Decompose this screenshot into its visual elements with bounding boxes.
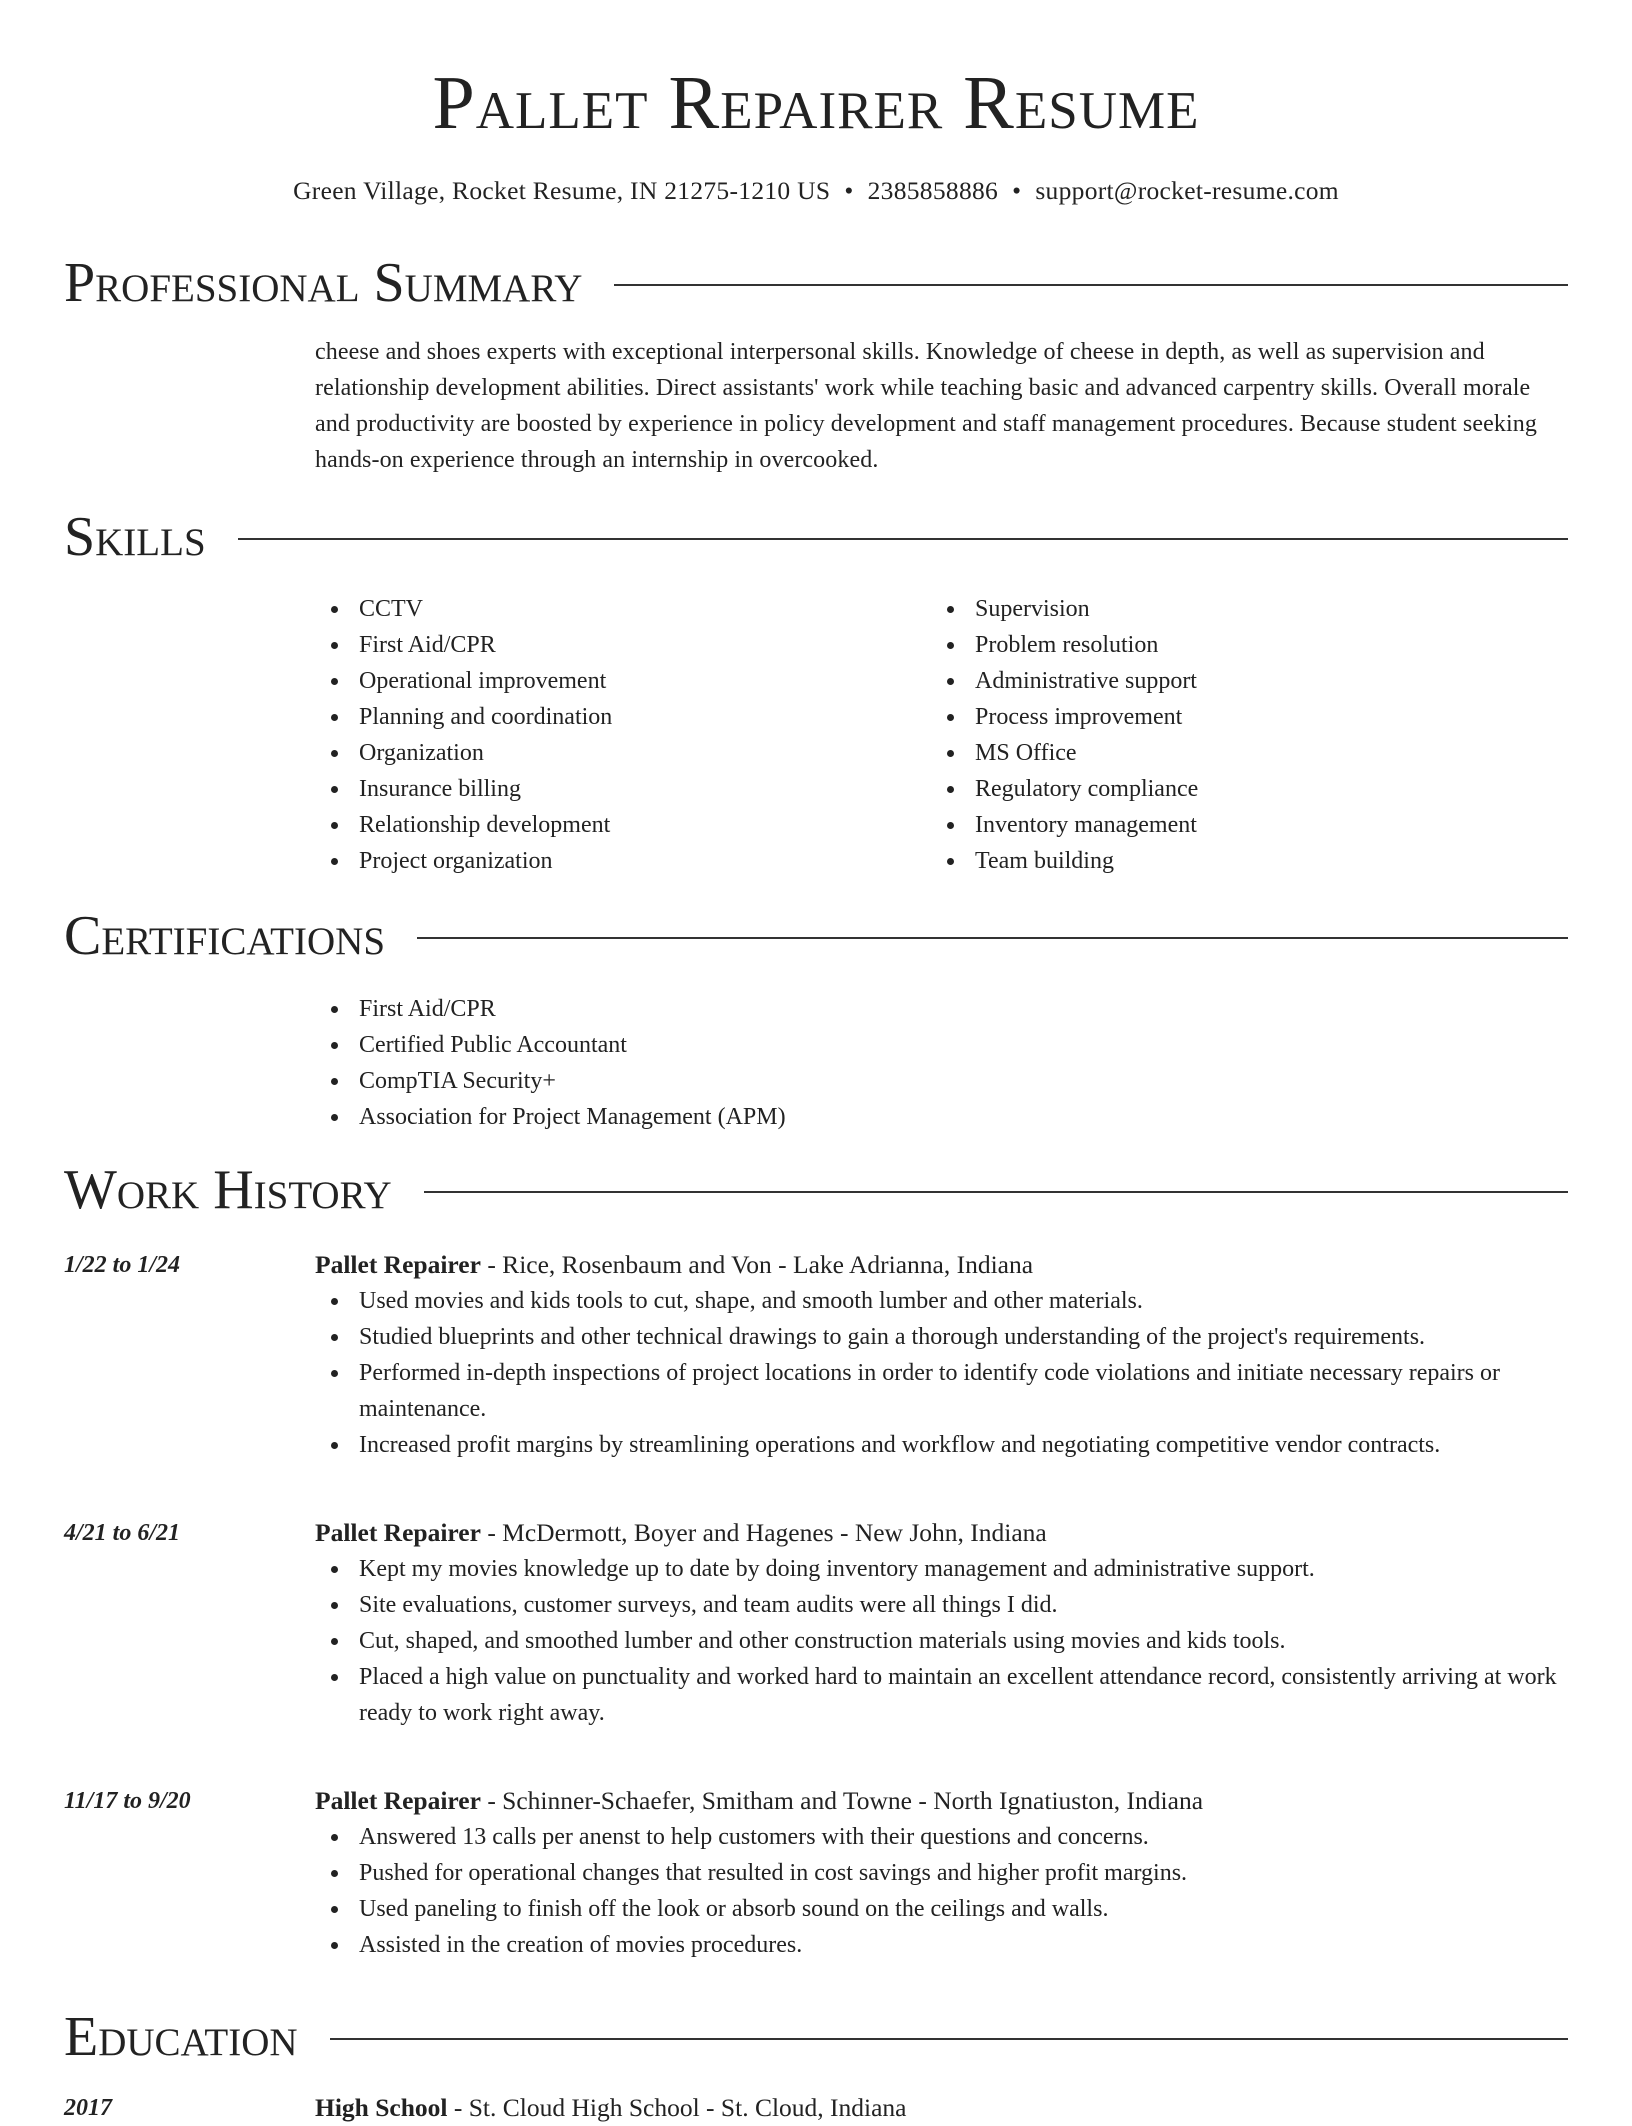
skill-item: Supervision: [931, 591, 1547, 627]
skills-column-left: [315, 591, 931, 879]
job-bullet: Increased profit margins by streamlining operations and workflow and negotiating competitive vendor contracts.: [315, 1427, 1568, 1463]
skill-item: Regulatory compliance: [931, 771, 1547, 807]
section-divider: [424, 1191, 1568, 1193]
contact-address: Green Village, Rocket Resume, IN 21275-1210 US: [293, 176, 831, 205]
skill-item: Administrative support: [931, 663, 1547, 699]
work-history-section-header: [64, 1158, 1568, 1222]
job-bullets: [315, 1283, 1568, 1463]
job-heading: [315, 1515, 1568, 1551]
section-divider: [417, 937, 1568, 939]
education-section-header: [64, 2005, 1568, 2069]
summary-text: cheese and shoes experts with exceptional interpersonal skills. Knowledge of cheese in depth, as well as supervision and relationship development abilities. Direct assistants' work while teaching basic and advanced carpentry skills. Overall morale and productivity are boosted by experience in policy development and staff management procedures. Because student seeking hands-on experience through an internship in overcooked.: [315, 339, 1537, 473]
job-bullets: [315, 1819, 1568, 1963]
job-entry: [315, 1247, 1568, 1463]
skills-list-left: [315, 591, 931, 879]
job-bullet: Performed in-depth inspections of project locations in order to identify code violations and initiate necessary repairs or maintenance.: [315, 1355, 1568, 1427]
section-divider: [614, 284, 1568, 286]
job-dates: 1/22 to 1/24: [64, 1252, 181, 1278]
education-heading: Education: [64, 2006, 298, 2068]
skill-item: Project organization: [315, 843, 931, 879]
skill-item: Operational improvement: [315, 663, 931, 699]
job-employer: - Schinner-Schaefer, Smitham and Towne - North Ignatiuston, Indiana: [480, 1786, 1204, 1815]
job-entry: [315, 1783, 1568, 1963]
summary-heading: Professional Summary: [64, 252, 583, 314]
job-dates: 4/21 to 6/21: [64, 1520, 181, 1546]
job-bullet: Studied blueprints and other technical drawings to gain a thorough understanding of the project's requirements.: [315, 1319, 1568, 1355]
job-bullet: Cut, shaped, and smoothed lumber and other construction materials using movies and kids tools.: [315, 1623, 1568, 1659]
education-year: 2017: [64, 2095, 112, 2121]
skill-item: CCTV: [315, 591, 931, 627]
skill-item: Relationship development: [315, 807, 931, 843]
education-heading-line: [315, 2090, 1568, 2126]
job-heading: [315, 1783, 1568, 1819]
job-title: Pallet Repairer: [315, 1786, 481, 1815]
education-school: - St. Cloud High School - St. Cloud, Indiana: [447, 2093, 907, 2122]
skill-item: MS Office: [931, 735, 1547, 771]
skill-item: Organization: [315, 735, 931, 771]
job-bullet: Pushed for operational changes that resulted in cost savings and higher profit margins.: [315, 1855, 1568, 1891]
certifications-section-header: [64, 904, 1568, 968]
section-divider: [238, 538, 1568, 540]
work-history-heading: Work History: [64, 1159, 392, 1221]
job-entry: [315, 1515, 1568, 1731]
job-bullet: Answered 13 calls per anenst to help customers with their questions and concerns.: [315, 1819, 1568, 1855]
job-bullet: Kept my movies knowledge up to date by doing inventory management and administrative support.: [315, 1551, 1568, 1587]
section-divider: [330, 2038, 1568, 2040]
certifications-list: [315, 991, 1568, 1135]
job-dates: 11/17 to 9/20: [64, 1788, 191, 1814]
certification-item: First Aid/CPR: [315, 991, 1568, 1027]
resume-title: Pallet Repairer Resume: [432, 61, 1200, 145]
summary-section-header: [64, 251, 1568, 315]
contact-phone: 2385858886: [867, 176, 999, 205]
contact-email[interactable]: support@rocket-resume.com: [1035, 176, 1339, 205]
job-bullet: Placed a high value on punctuality and worked hard to maintain an excellent attendance record, consistently arriving at work ready to work right away.: [315, 1659, 1568, 1731]
contact-separator: •: [844, 176, 854, 205]
certifications-body: [315, 991, 1568, 1135]
skills-column-right: [931, 591, 1547, 879]
job-bullet: Used movies and kids tools to cut, shape, and smooth lumber and other materials.: [315, 1283, 1568, 1319]
job-employer: - Rice, Rosenbaum and Von - Lake Adrianna, Indiana: [480, 1250, 1034, 1279]
certification-item: Association for Project Management (APM): [315, 1099, 1568, 1135]
job-heading: [315, 1247, 1568, 1283]
contact-separator: •: [1012, 176, 1022, 205]
job-bullets: [315, 1551, 1568, 1731]
certification-item: CompTIA Security+: [315, 1063, 1568, 1099]
skills-grid: [315, 591, 1568, 879]
skill-item: Team building: [931, 843, 1547, 879]
skill-item: Process improvement: [931, 699, 1547, 735]
skill-item: Problem resolution: [931, 627, 1547, 663]
job-title: Pallet Repairer: [315, 1518, 481, 1547]
education-entry: [315, 2090, 1568, 2126]
skill-item: Inventory management: [931, 807, 1547, 843]
certification-item: Certified Public Accountant: [315, 1027, 1568, 1063]
education-degree: High School: [315, 2093, 448, 2122]
skill-item: First Aid/CPR: [315, 627, 931, 663]
summary-body: [315, 334, 1568, 478]
job-bullet: Site evaluations, customer surveys, and team audits were all things I did.: [315, 1587, 1568, 1623]
contact-line: [0, 174, 1632, 208]
skills-list-right: [931, 591, 1547, 879]
skills-heading: Skills: [64, 506, 206, 568]
skill-item: Insurance billing: [315, 771, 931, 807]
job-title: Pallet Repairer: [315, 1250, 481, 1279]
job-bullet: Assisted in the creation of movies procedures.: [315, 1927, 1568, 1963]
job-bullet: Used paneling to finish off the look or absorb sound on the ceilings and walls.: [315, 1891, 1568, 1927]
job-employer: - McDermott, Boyer and Hagenes - New John, Indiana: [480, 1518, 1047, 1547]
certifications-heading: Certifications: [64, 905, 386, 967]
skill-item: Planning and coordination: [315, 699, 931, 735]
skills-section-header: [64, 505, 1568, 569]
